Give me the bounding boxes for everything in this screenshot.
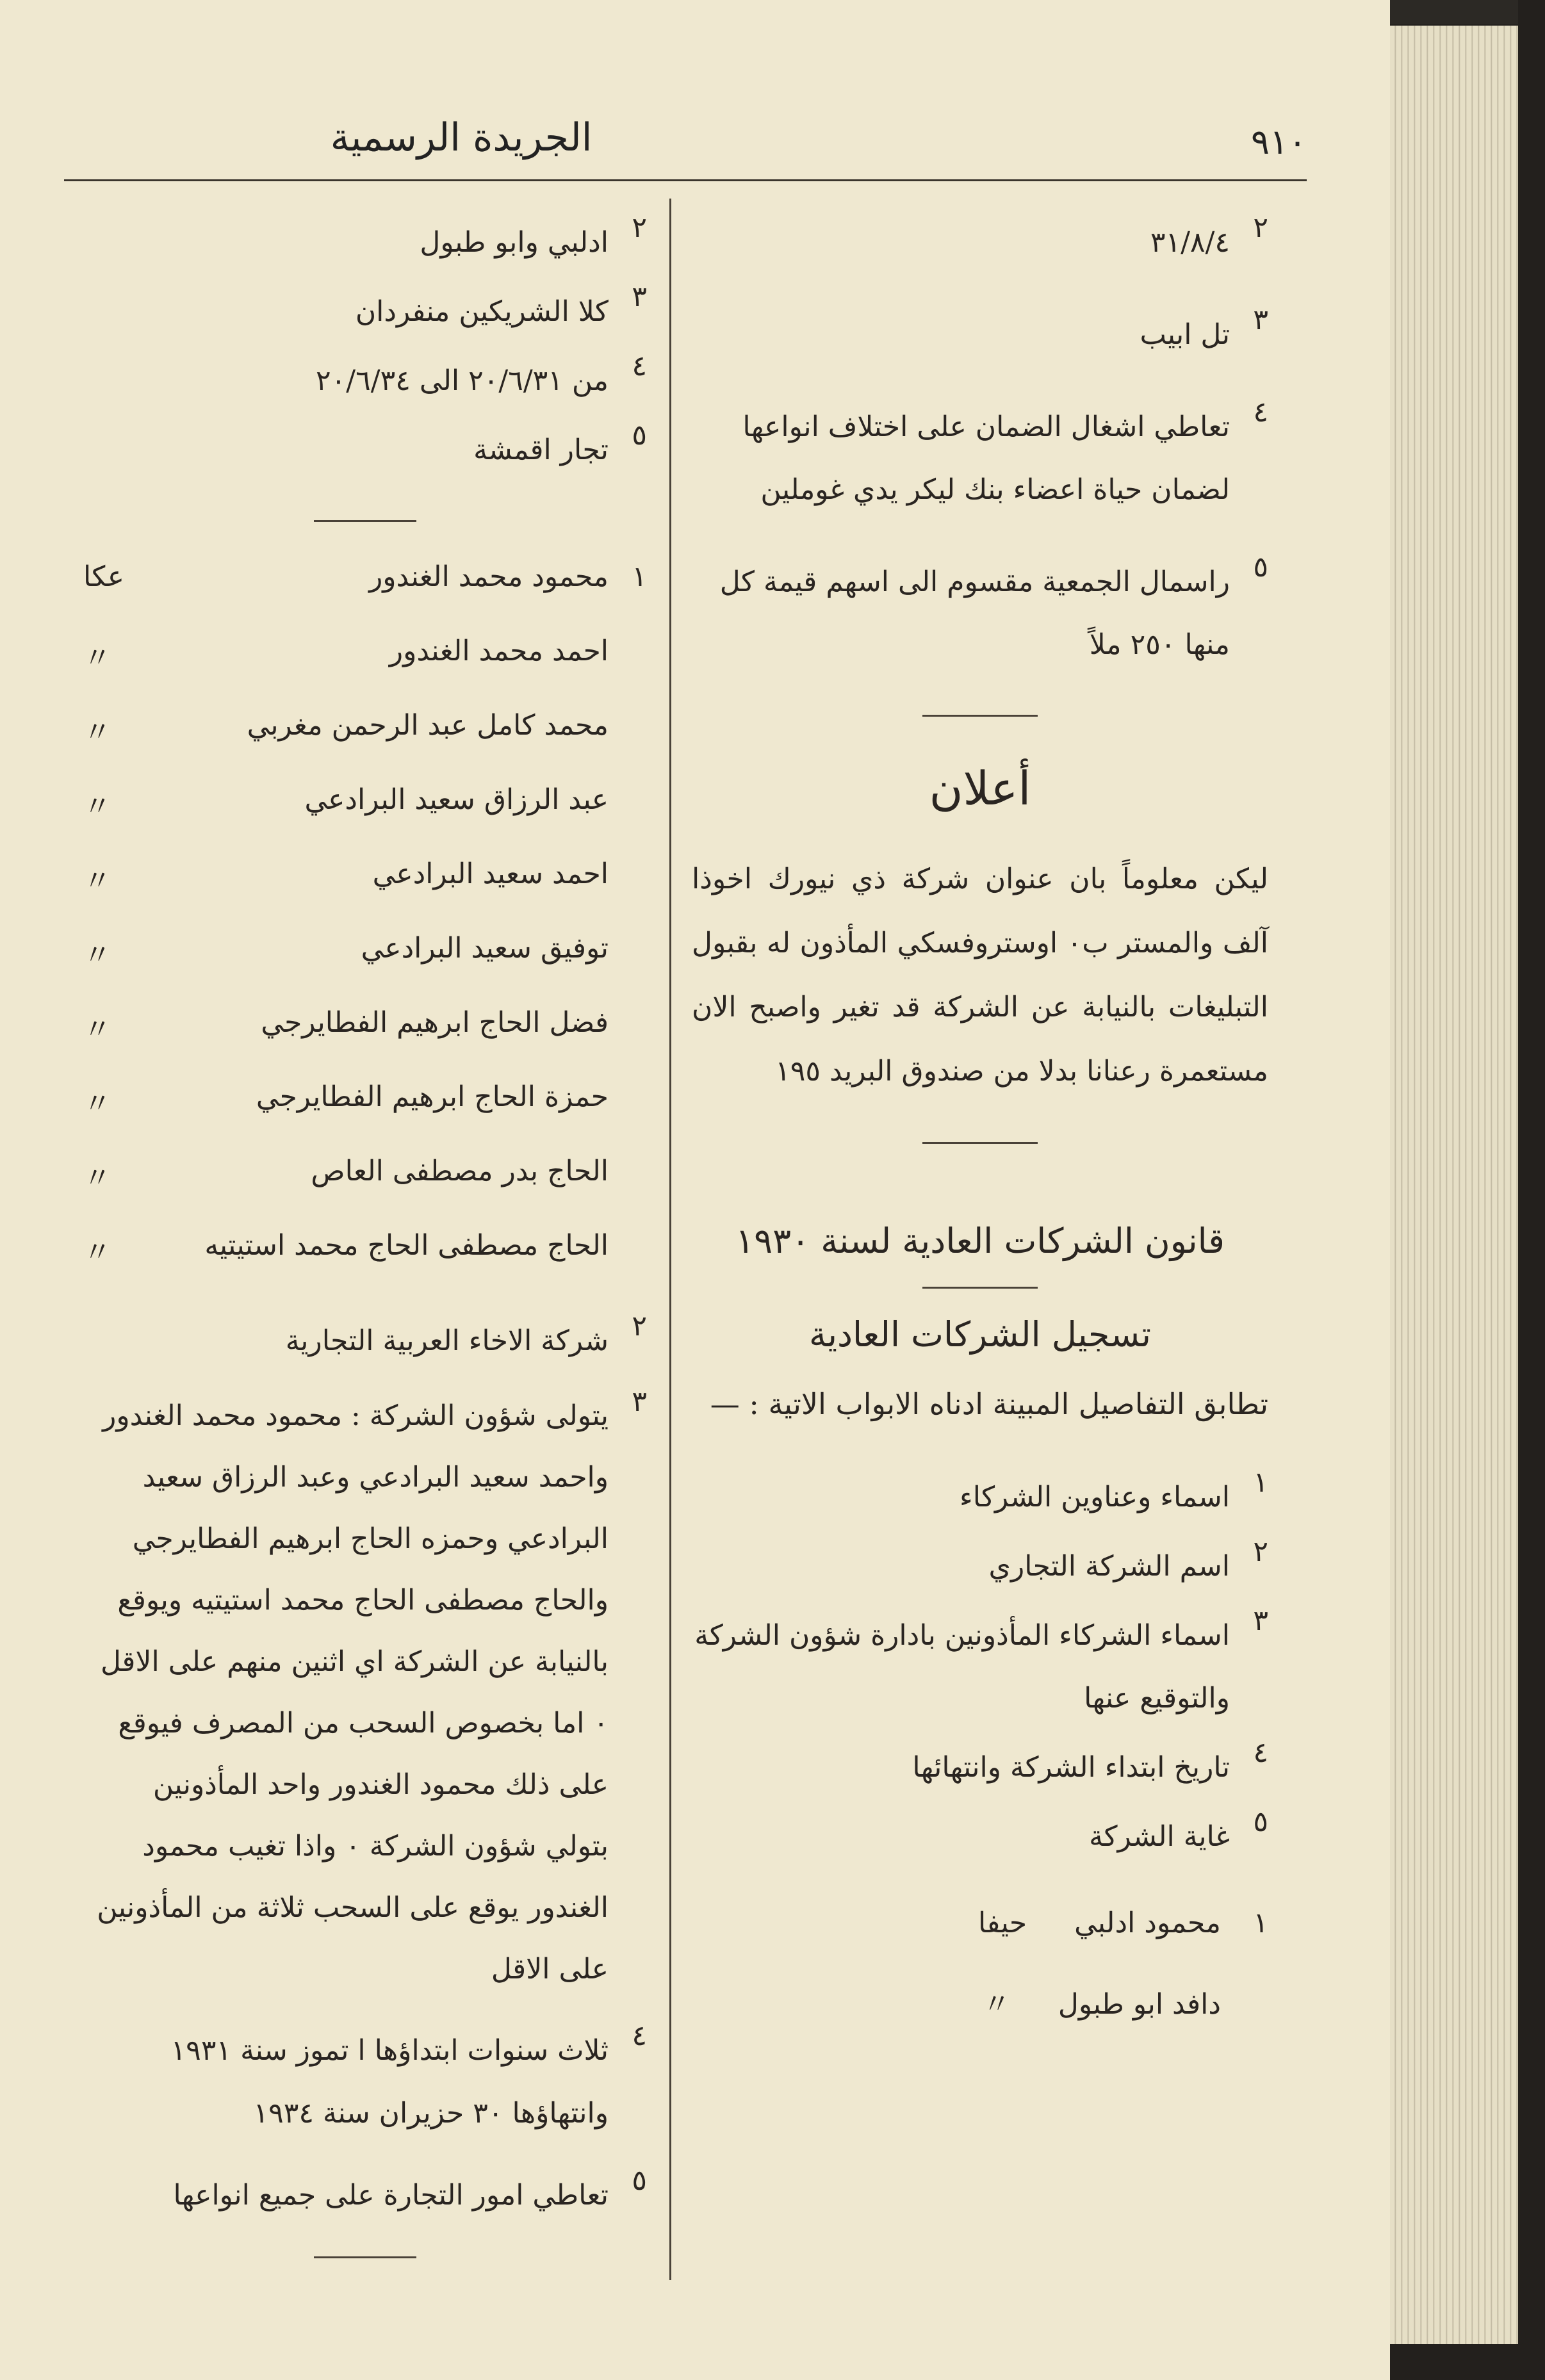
partner-location: 〃 (83, 1162, 111, 1194)
item-number: ٢ (632, 1310, 647, 1342)
item-text: تل ابيب (1140, 318, 1230, 351)
item-text: شركة الاخاء العربية التجارية (285, 1324, 609, 1357)
item-text: من ٢٠/٦/٣١ الى ٢٠/٦/٣٤ (316, 364, 609, 397)
page-number: ٩١٠ (1250, 122, 1307, 162)
item-number: ١ (1253, 1907, 1268, 1939)
item-number: ٢ (1253, 211, 1268, 244)
list-item (692, 1604, 1268, 1730)
list-item (692, 211, 1268, 274)
item-number: ٤ (632, 350, 647, 382)
list-item (692, 1535, 1268, 1598)
item-number: ٢ (1253, 1535, 1268, 1568)
item-number: ٥ (632, 419, 647, 452)
item-text: تعاطي امور التجارة على جميع انواعها (173, 2179, 609, 2212)
item-number: ٣ (632, 281, 647, 313)
item-text: ثلاث سنوات ابتداؤها ا تموز سنة ١٩٣١ وانتهاؤها ٣٠ حزيران سنة ١٩٣٤ (170, 2034, 609, 2130)
partner-row (83, 560, 647, 635)
item-text: اسماء وعناوين الشركاء (960, 1481, 1230, 1513)
section-rule (922, 1287, 1038, 1289)
partner-location: 〃 (83, 939, 111, 972)
partner-name: عبد الرزاق سعيد البرادعي (304, 783, 609, 816)
announcement-text: ليكن معلوماً بان عنوان شركة ذي نيورك اخوذا آلف والمستر ب٠ اوستروفسكي المأذون له بقبول التبليغات بالنيابة عن الشركة قد تغير واصبح الان مستعمرة رعنانا بدلا من صندوق البريد ١٩٥ (692, 863, 1268, 1088)
section-rule (922, 1142, 1038, 1144)
partner-row (83, 932, 647, 1006)
announcement-title: أعلان (929, 762, 1031, 815)
item-text: غاية الشركة (1089, 1820, 1230, 1853)
item-text: اسماء الشركاء المأذونين بادارة شؤون الشركة والتوقيع عنها (694, 1619, 1230, 1715)
partner-location: 〃 (83, 716, 111, 749)
list-item (83, 2164, 647, 2227)
partner-location: عكا (83, 560, 124, 593)
partner-name: احمد سعيد البرادعي (372, 858, 609, 890)
partner-location: 〃 (83, 1088, 111, 1120)
list-item (83, 211, 647, 274)
partner-row (692, 1907, 1268, 1981)
partner-row (692, 1981, 1268, 2055)
list-item (83, 1310, 647, 1373)
item-text: ادلبي وابو طبول (420, 226, 609, 259)
item-number: ٥ (1253, 551, 1268, 583)
item-number: ٤ (1253, 396, 1268, 428)
list-item (692, 396, 1268, 521)
item-number: ٤ (1253, 1736, 1268, 1769)
item-text: راسمال الجمعية مقسوم الى اسهم قيمة كل منها ٢٥٠ ملاً (719, 566, 1230, 661)
partner-name: حمزة الحاج ابرهيم الفطايرجي (256, 1080, 609, 1113)
partner-name: احمد محمد الغندور (389, 635, 609, 667)
section-rule (922, 715, 1038, 717)
partner-name: الحاج بدر مصطفى العاص (311, 1155, 609, 1187)
book-binding (1518, 0, 1545, 2380)
partner-location: 〃 (83, 642, 111, 674)
partner-location: 〃 (83, 1013, 111, 1046)
left-column (83, 211, 647, 2297)
item-text: كلا الشريكين منفردان (355, 295, 609, 328)
item-text: تعاطي اشغال الضمان على اختلاف انواعها لضمان حياة اعضاء بنك ليكر يدي غوملين (742, 411, 1230, 506)
section-rule (314, 520, 416, 522)
page-header (64, 109, 1307, 181)
partner-location: 〃 (83, 865, 111, 897)
list-item (692, 551, 1268, 676)
list-item (692, 1805, 1268, 1868)
item-number: ١ (1253, 1466, 1268, 1499)
partner-row (83, 1080, 647, 1155)
list-item (692, 1466, 1268, 1529)
item-text: ٣١/٨/٤ (1150, 226, 1230, 259)
item-number: ٣ (1253, 1604, 1268, 1637)
list-item (83, 2019, 647, 2145)
law-title: قانون الشركات العادية لسنة ١٩٣٠ (735, 1221, 1225, 1261)
page-edges (1390, 26, 1518, 2344)
item-number: ٥ (632, 2164, 647, 2197)
item-number: ٣ (1253, 304, 1268, 336)
list-item (692, 1736, 1268, 1799)
partner-name: توفيق سعيد البرادعي (361, 932, 609, 965)
item-number: ٣ (632, 1385, 647, 1418)
list-item (692, 304, 1268, 366)
partner-row (83, 1006, 647, 1080)
section-rule (314, 2256, 416, 2258)
list-item (83, 1385, 647, 2000)
partner-location: 〃 (982, 1988, 1011, 2021)
partner-location: 〃 (83, 790, 111, 823)
partner-name: محمود ادلبي (1074, 1907, 1221, 1939)
partner-row (83, 635, 647, 709)
partner-entry (983, 1981, 1268, 2055)
partner-row (83, 709, 647, 783)
partner-entry (978, 1907, 1268, 1981)
registration-subtitle: تطابق التفاصيل المبينة ادناه الابواب الاتية : — (710, 1387, 1268, 1421)
partner-name: الحاج مصطفى الحاج محمد استيتيه (204, 1229, 609, 1262)
item-number: ١ (632, 560, 647, 593)
item-text: يتولى شؤون الشركة : محمود محمد الغندور واحمد سعيد البرادعي وعبد الرزاق سعيد البرادعي وحمزه الحاج ابرهيم الفطايرجي والحاج مصطفى الحاج محمد استيتيه ويوقع بالنيابة عن الشركة اي اثنين منهم على الاقل ٠ اما بخصوص السحب من المصرف فيوقع على ذلك محمود الغندور واحد المأذونين بتولي شؤون الشركة ٠ واذا تغيب محمود الغندور يوقع على السحب ثلاثة من المأذونين على الاقل (97, 1399, 609, 1985)
partner-location: حيفا (977, 1907, 1027, 1939)
item-number: ٤ (632, 2019, 647, 2052)
item-number: ٥ (1253, 1805, 1268, 1838)
registration-title: تسجيل الشركات العادية (809, 1314, 1151, 1355)
partner-row (83, 858, 647, 932)
partner-row (83, 1155, 647, 1229)
partner-name: محمود محمد الغندور (369, 560, 609, 593)
column-divider (669, 199, 671, 2280)
partner-name: دافد ابو طبول (1058, 1988, 1221, 2021)
list-item (83, 419, 647, 482)
item-text: تجار اقمشة (473, 434, 609, 466)
list-item (83, 281, 647, 343)
partner-row (83, 783, 647, 858)
item-text: اسم الشركة التجاري (988, 1550, 1230, 1583)
partners-list (83, 560, 647, 1303)
item-text: تاريخ ابتداء الشركة وانتهائها (912, 1751, 1230, 1784)
right-column (692, 211, 1268, 2055)
partner-name: محمد كامل عبد الرحمن مغربي (247, 709, 609, 742)
partner-location: 〃 (83, 1236, 111, 1269)
list-item (83, 350, 647, 412)
gazette-title: الجريدة الرسمية (330, 115, 593, 160)
partner-name: فضل الحاج ابرهيم الفطايرجي (261, 1006, 609, 1039)
item-number: ٢ (632, 211, 647, 244)
partner-row (83, 1229, 647, 1303)
